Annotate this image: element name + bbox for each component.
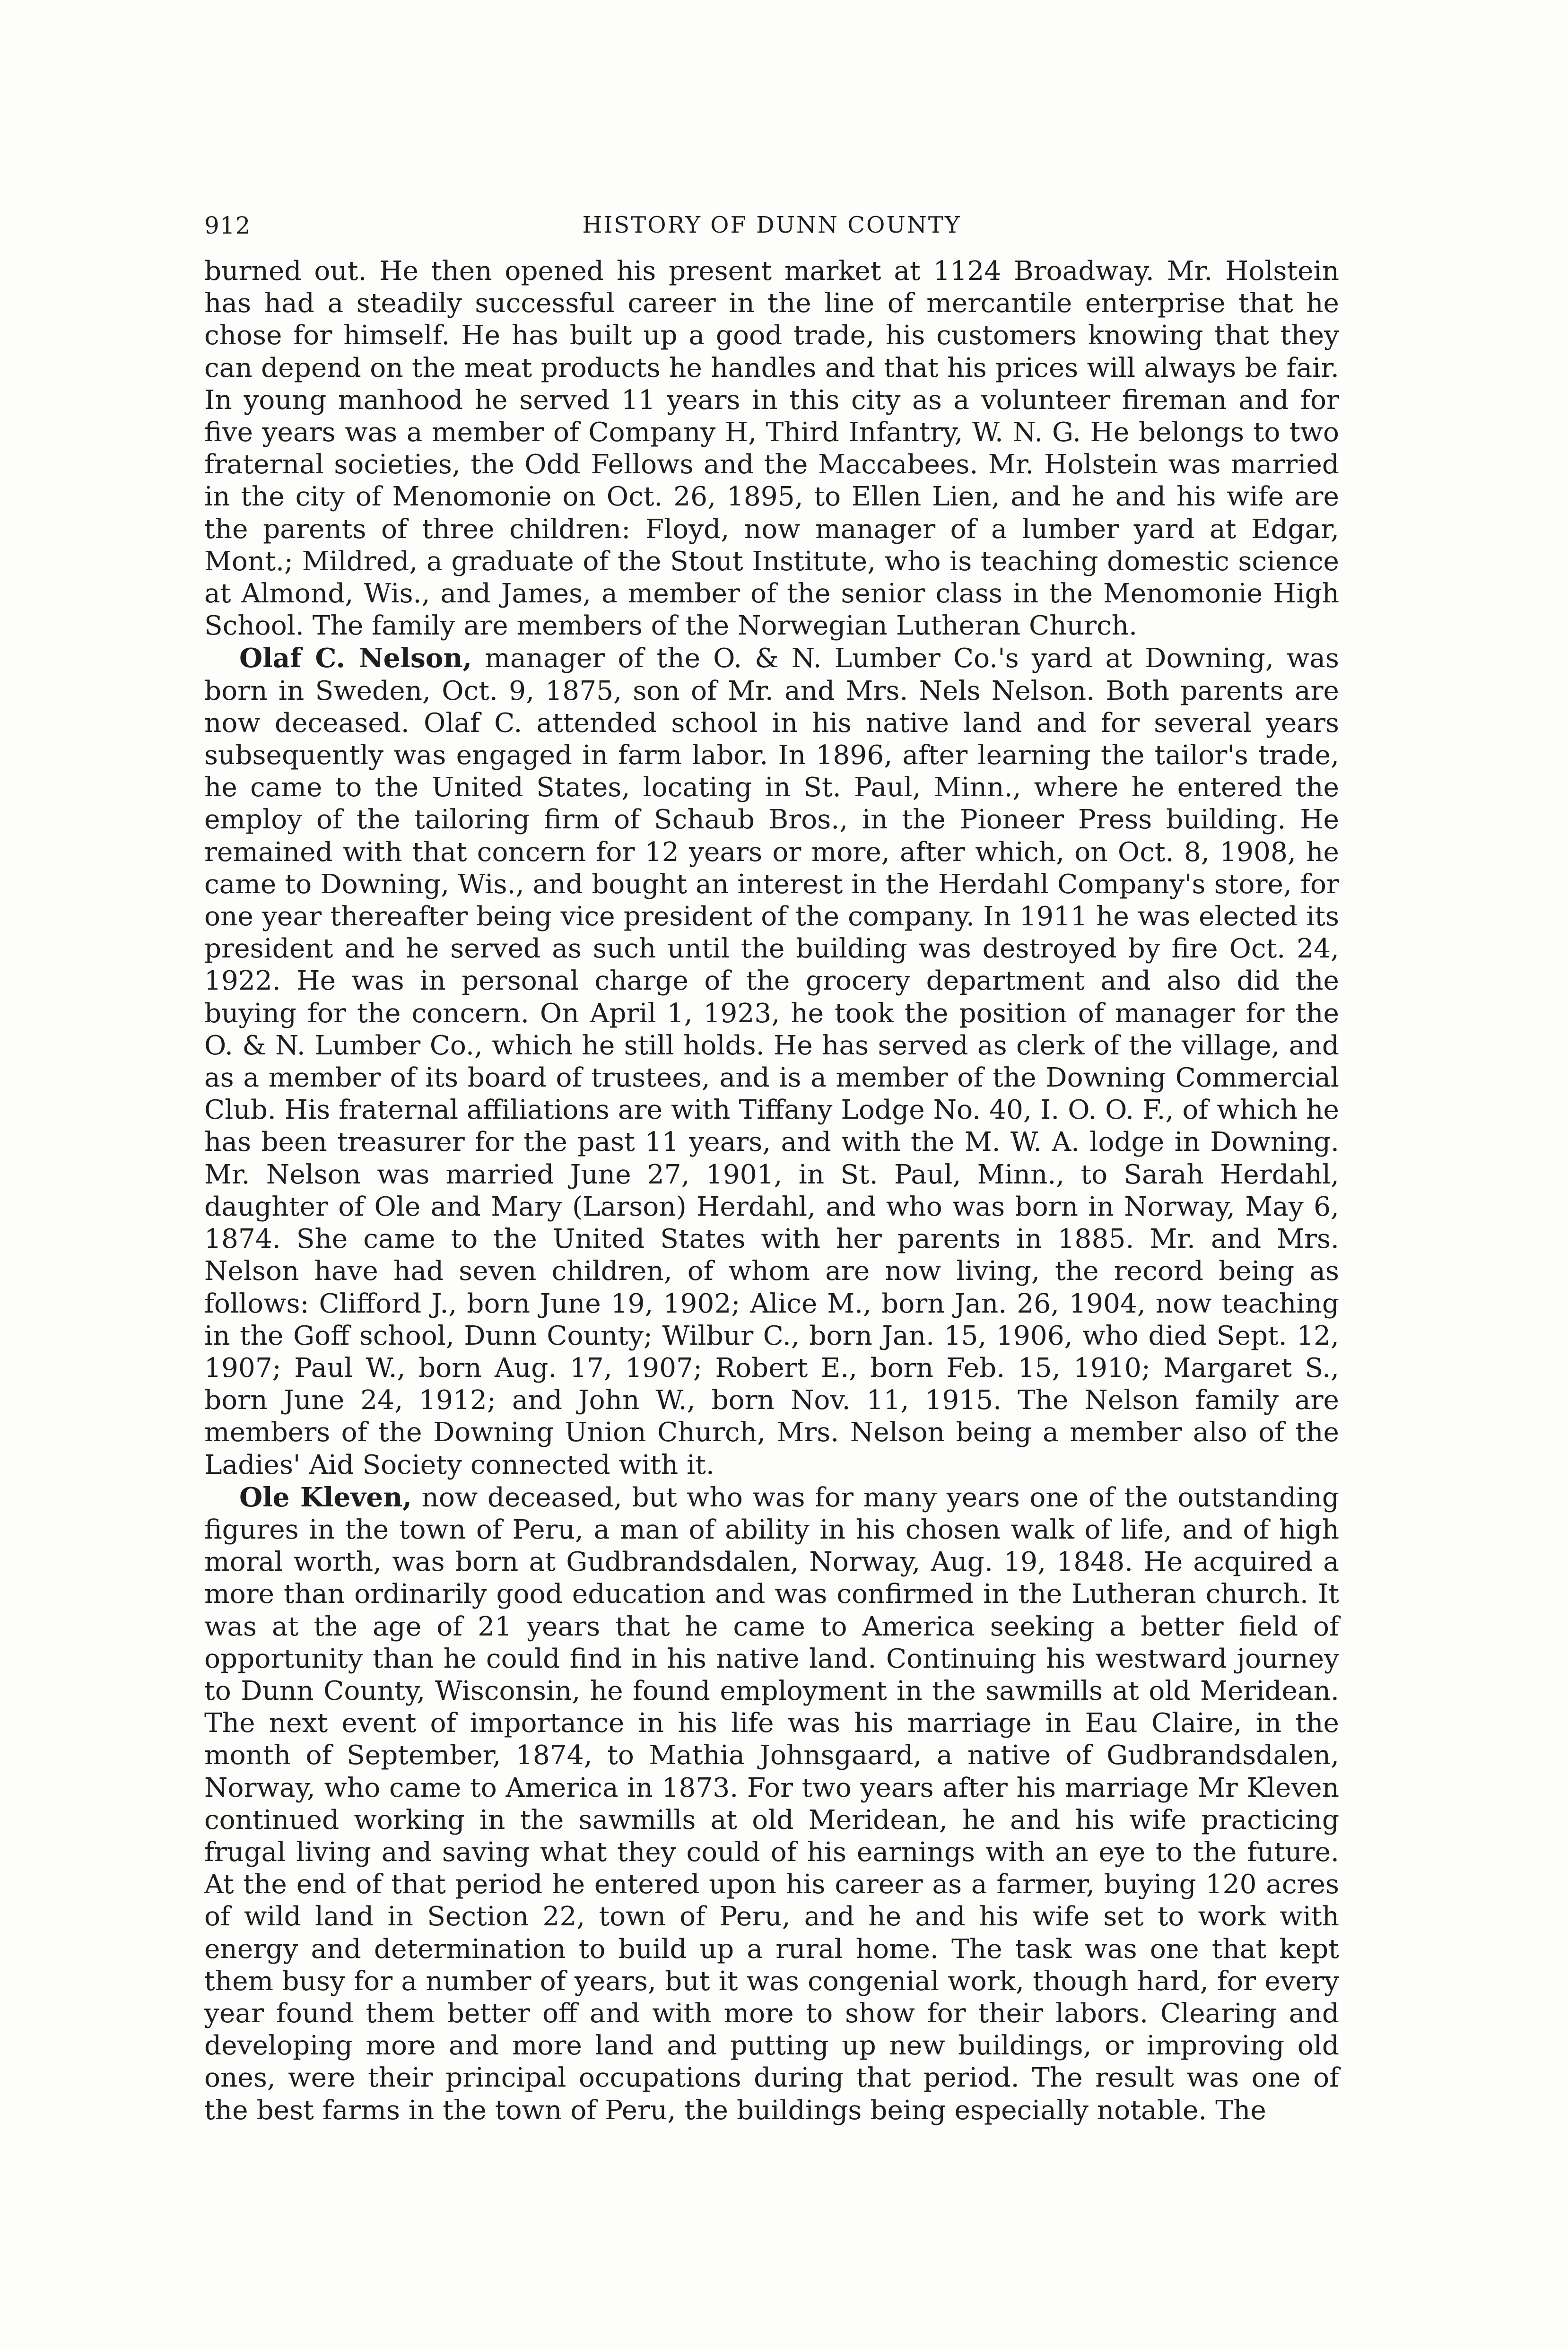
paragraph-holstein-continued <box>204 255 1339 642</box>
page-header <box>204 212 1339 245</box>
paragraph-text: now deceased, but who was for many years one of the outstanding figures in the town of Peru, a man of ability in his chosen walk of life, and of high moral worth, was born at Gudbrandsdalen, Norway, Aug. 19, 1848. He acquired a more than ordinarily good education and was confirmed in the Lutheran church. It was at the age of 21 years that he came to America seeking a better field of opportunity than he could find in his native land. Continuing his westward journey to Dunn County, Wisconsin, he found employment in the sawmills at old Meridean. The next event of importance in his life was his marriage in Eau Claire, in the month of September, 1874, to Mathia Johnsgaard, a native of Gudbrandsdalen, Norway, who came to America in 1873. For two years after his marriage Mr Kleven continued working in the sawmills at old Meridean, he and his wife practicing frugal living and saving what they could of his earnings with an eye to the future. At the end of that period he entered upon his career as a farmer, buying 120 acres of wild land in Section 22, town of Peru, and he and his wife set to work with energy and determination to build up a rural home. The task was one that kept them busy for a number of years, but it was congenial work, though hard, for every year found them better off and with more to show for their labors. Clearing and developing more and more land and putting up new buildings, or improving old ones, were their principal occupations during that period. The result was one of the best farms in the town of Peru, the buildings being especially notable. The <box>204 1482 1339 2126</box>
paragraph-ole-kleven <box>204 1481 1339 2127</box>
subject-name: Ole Kleven, <box>239 1481 412 1513</box>
subject-name: Olaf C. Nelson, <box>239 643 472 674</box>
body-text <box>204 255 1339 2127</box>
paragraph-text: burned out. He then opened his present market at 1124 Broadway. Mr. Holstein has had a steadily successful career in the line of mercantile enterprise that he chose for himself. He has built up a good trade, his customers knowing that they can depend on the meat products he handles and that his prices will always be fair. In young manhood he served 11 years in this city as a volunteer fireman and for five years was a member of Company H, Third Infantry, W. N. G. He belongs to two fraternal societies, the Odd Fellows and the Maccabees. Mr. Holstein was married in the city of Menomonie on Oct. 26, 1895, to Ellen Lien, and he and his wife are the parents of three children: Floyd, now manager of a lumber yard at Edgar, Mont.; Mildred, a graduate of the Stout Institute, who is teaching domestic science at Almond, Wis., and James, a member of the senior class in the Menomonie High School. The family are members of the Norwegian Lutheran Church. <box>204 256 1339 642</box>
running-head: HISTORY OF DUNN COUNTY <box>582 212 961 238</box>
paragraph-olaf-c-nelson <box>204 642 1339 1481</box>
page-number: 912 <box>204 212 251 239</box>
paragraph-text: manager of the O. & N. Lumber Co.'s yard at Downing, was born in Sweden, Oct. 9, 1875, son of Mr. and Mrs. Nels Nelson. Both parents are now deceased. Olaf C. attended school in his native land and for several years subsequently was engaged in farm labor. In 1896, after learning the tailor's trade, he came to the United States, locating in St. Paul, Minn., where he entered the employ of the tailoring firm of Schaub Bros., in the Pioneer Press building. He remained with that concern for 12 years or more, after which, on Oct. 8, 1908, he came to Downing, Wis., and bought an interest in the Herdahl Company's store, for one year thereafter being vice president of the company. In 1911 he was elected its president and he served as such until the building was destroyed by fire Oct. 24, 1922. He was in personal charge of the grocery department and also did the buying for the concern. On April 1, 1923, he took the position of manager for the O. & N. Lumber Co., which he still holds. He has served as clerk of the village, and as a member of its board of trustees, and is a member of the Downing Commercial Club. His fraternal affiliations are with Tiffany Lodge No. 40, I. O. O. F., of which he has been treasurer for the past 11 years, and with the M. W. A. lodge in Downing. Mr. Nelson was married June 27, 1901, in St. Paul, Minn., to Sarah Herdahl, daughter of Ole and Mary (Larson) Herdahl, and who was born in Norway, May 6, 1874. She came to the United States with her parents in 1885. Mr. and Mrs. Nelson have had seven children, of whom are now living, the record being as follows: Clifford J., born June 19, 1902; Alice M., born Jan. 26, 1904, now teaching in the Goff school, Dunn County; Wilbur C., born Jan. 15, 1906, who died Sept. 12, 1907; Paul W., born Aug. 17, 1907; Robert E., born Feb. 15, 1910; Margaret S., born June 24, 1912; and John W., born Nov. 11, 1915. The Nelson family are members of the Downing Union Church, Mrs. Nelson being a member also of the Ladies' Aid Society connected with it. <box>204 643 1339 1480</box>
